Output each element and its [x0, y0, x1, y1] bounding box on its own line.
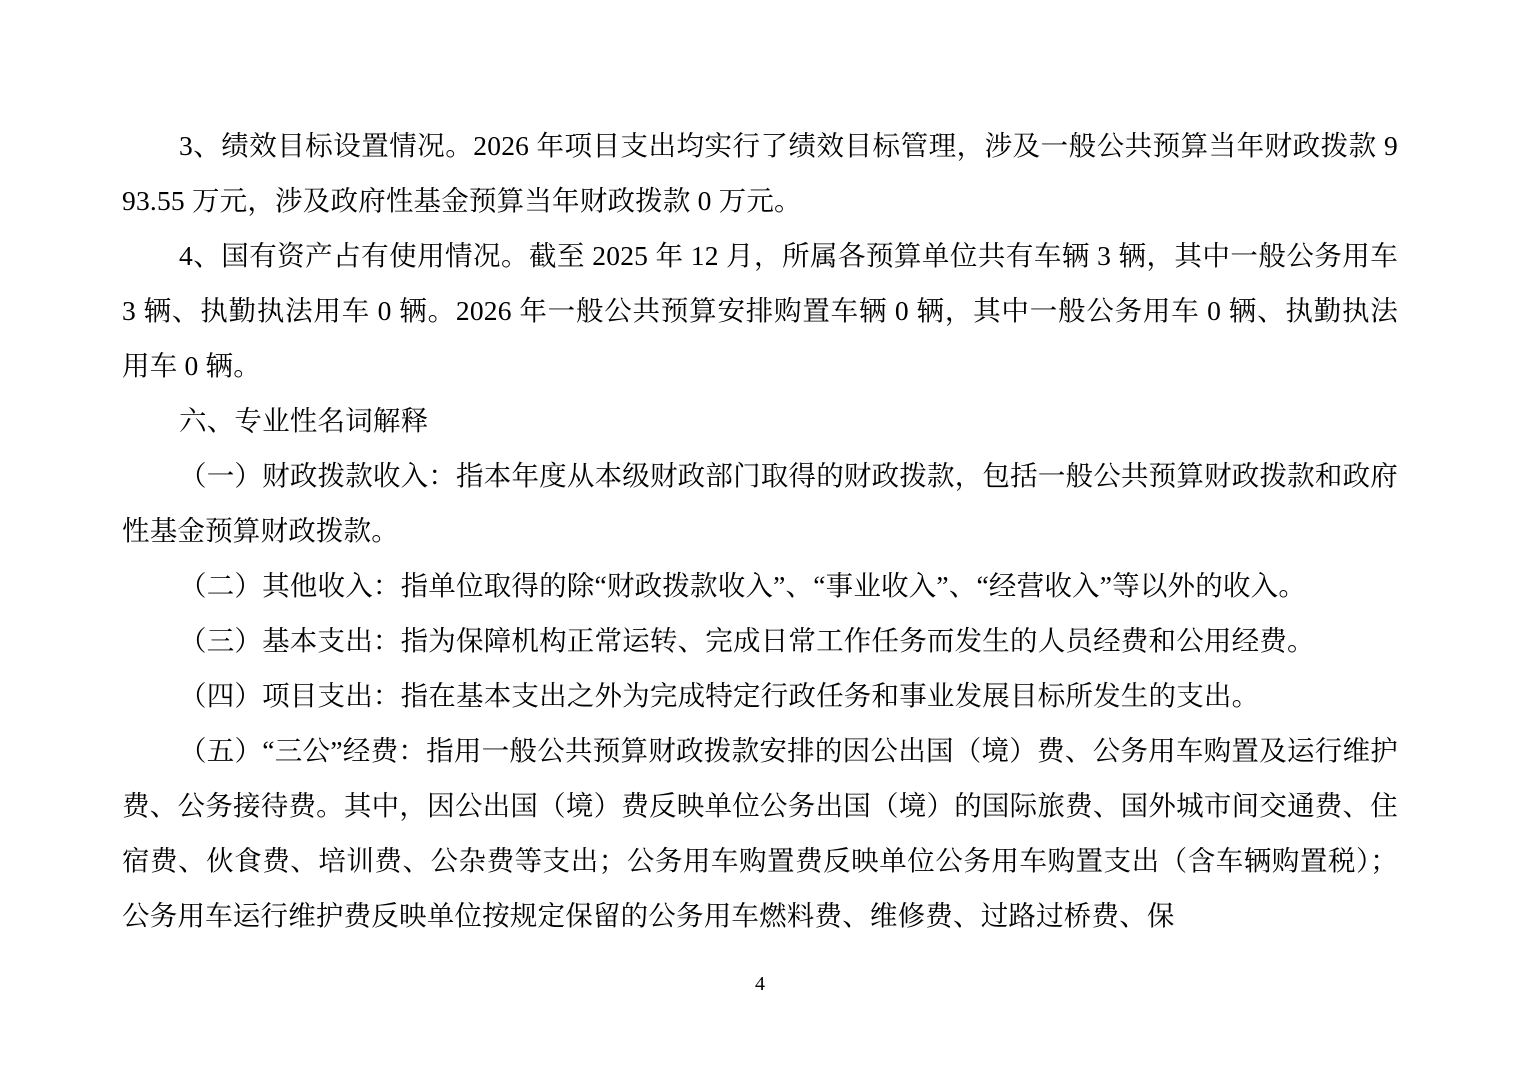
paragraph-term-3: （三）基本支出：指为保障机构正常运转、完成日常工作任务而发生的人员经费和公用经费。: [179, 625, 1315, 656]
paragraph-perf-goal: 3、绩效目标设置情况。2026 年项目支出均实行了绩效目标管理，涉及一般公共预算当年财政拨款 993.55 万元，涉及政府性基金预算当年财政拨款 0 万元。: [122, 130, 1398, 216]
paragraph-term-4: （四）项目支出：指在基本支出之外为完成特定行政任务和事业发展目标所发生的支出。: [179, 680, 1260, 711]
paragraph-term-1: （一）财政拨款收入：指本年度从本级财政部门取得的财政拨款，包括一般公共预算财政拨款和政府性基金预算财政拨款。: [122, 460, 1398, 546]
page-number: 4: [755, 973, 765, 995]
paragraph-term-5: （五）“三公”经费：指用一般公共预算财政拨款安排的因公出国（境）费、公务用车购置及运行维护费、公务接待费。其中，因公出国（境）费反映单位公务出国（境）的国际旅费、国外城市间交通费、住宿费、伙食费、培训费、公杂费等支出；公务用车购置费反映单位公务用车购置支出（含车辆购置税）；公务用车运行维护费反映单位按规定保留的公务用车燃料费、维修费、过路过桥费、保: [122, 735, 1398, 931]
heading-section-six: 六、专业性名词解释: [179, 405, 429, 436]
paragraph-state-assets: 4、国有资产占有使用情况。截至 2025 年 12 月，所属各预算单位共有车辆 3 辆，其中一般公务用车 3 辆、执勤执法用车 0 辆。2026 年一般公共预算安排购置车辆 0 辆，其中一般公务用车 0 辆、执勤执法用车 0 辆。: [122, 240, 1398, 381]
paragraph-term-2: （二）其他收入：指单位取得的除“财政拨款收入”、“事业收入”、“经营收入”等以外的收入。: [179, 570, 1307, 601]
document-body: [122, 118, 1398, 943]
